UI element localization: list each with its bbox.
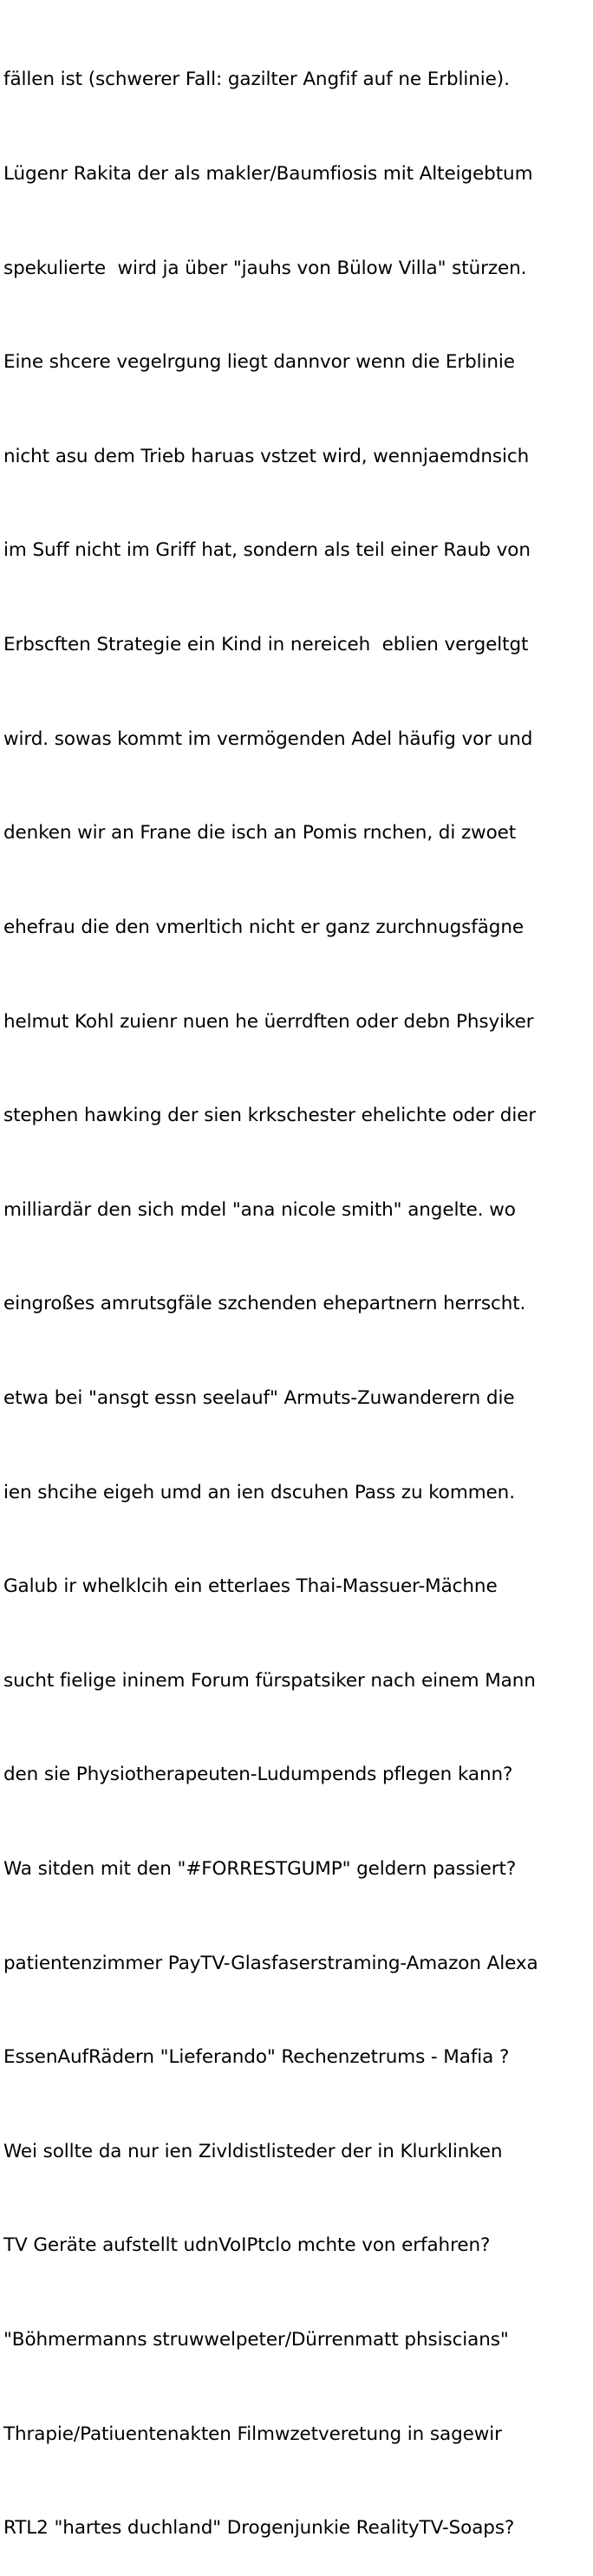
text-line: RTL2 "hartes duchland" Drogenjunkie RealityTV-Soaps?	[3, 2517, 515, 2540]
text-line: sucht fielige ininem Forum fürspatsiker nach einem Mann	[3, 1669, 536, 1692]
text-line: nicht asu dem Trieb haruas vstzet wird, wennjaemdnsich	[3, 445, 530, 467]
text-line: fällen ist (schwerer Fall: gazilter Angfif auf ne Erblinie).	[3, 68, 510, 91]
text-line: Lügenr Rakita der als makler/Baumfiosis mit Alteigebtum	[3, 163, 533, 186]
text-line: EssenAufRädern "Lieferando" Rechenzetrums - Mafia ?	[3, 2046, 510, 2069]
text-line: TV Geräte aufstellt udnVoIPtclo mchte von erfahren?	[3, 2234, 491, 2257]
text-line: Wei sollte da nur ien Zivldistlisteder der in Klurklinken	[3, 2140, 503, 2162]
text-line: helmut Kohl zuienr nuen he üerrdften oder debn Phsyiker	[3, 1010, 534, 1033]
text-line: "Böhmermanns struwwelpeter/Dürrenmatt phsiscians"	[3, 2329, 509, 2351]
text-line: etwa bei "ansgt essn seelauf" Armuts-Zuwanderern die	[3, 1386, 515, 1409]
text-line: spekulierte wird ja über "jauhs von Bülow Villa" stürzen.	[3, 257, 527, 279]
text-line: eingroßes amrutsgfäle szchenden ehepartnern herrscht.	[3, 1293, 526, 1315]
text-line: Eine shcere vegelrgung liegt dannvor wenn die Erblinie	[3, 351, 515, 374]
text-line: Wa sitden mit den "#FORRESTGUMP" geldern passiert?	[3, 1857, 517, 1880]
text-line: ehefrau die den vmerltich nicht er ganz zurchnugsfägne	[3, 916, 524, 938]
text-line: milliardär den sich mdel "ana nicole smith" angelte. wo	[3, 1198, 516, 1221]
text-line: Galub ir whelklcih ein etterlaes Thai-Massuer-Mächne	[3, 1575, 498, 1598]
text-line: den sie Physiotherapeuten-Ludumpends pflegen kann?	[3, 1764, 513, 1786]
text-line: Erbscften Strategie ein Kind in nereiceh eblien vergeltgt	[3, 634, 529, 656]
text-line: denken wir an Frane die isch an Pomis rnchen, di zwoet	[3, 822, 517, 845]
text-line: ien shcihe eigeh umd an ien dscuhen Pass zu kommen.	[3, 1481, 515, 1503]
text-line: stephen hawking der sien krkschester ehelichte oder dier	[3, 1105, 537, 1127]
text-line: im Suff nicht im Griff hat, sondern als teil einer Raub von	[3, 539, 531, 562]
text-line: wird. sowas kommt im vermögenden Adel häufig vor und	[3, 727, 533, 750]
text-line: Thrapie/Patiuentenakten Filmwzetveretung in sagewir	[3, 2423, 502, 2445]
text-line: patientenzimmer PayTV-Glasfaserstraming-Amazon Alexa	[3, 1952, 538, 1974]
